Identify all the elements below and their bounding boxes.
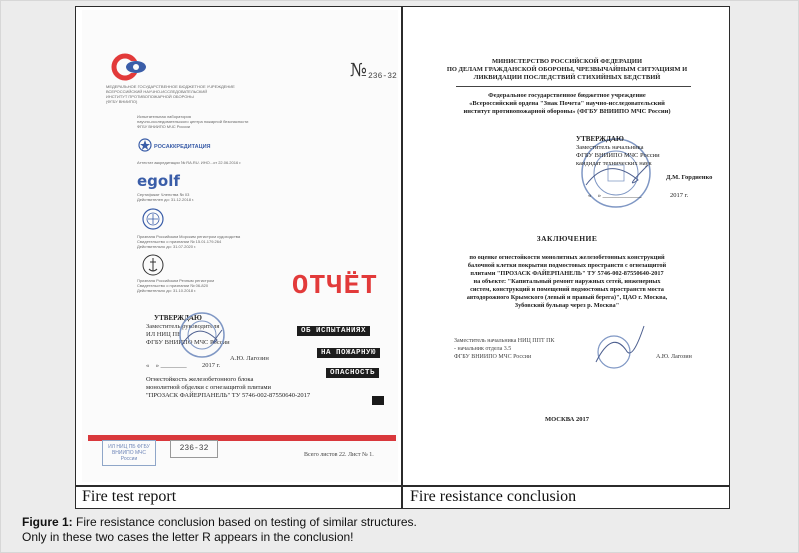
report-title: ОТЧЁТ xyxy=(292,272,379,302)
approve-signer: А.Ю. Лагозин xyxy=(230,355,269,362)
approve-line: кандидат технических наук xyxy=(576,160,652,167)
body-line: систем, конструкций и помещений подмостовых пространств моста xyxy=(470,286,664,293)
approve-title: УТВЕРЖДАЮ xyxy=(576,135,624,143)
org-line: (ФГБУ ВНИИПО) xyxy=(106,99,138,104)
right-cell-caption: Fire resistance conclusion xyxy=(410,488,577,505)
lab-line: ФГБУ ВНИИПО МЧС России xyxy=(137,124,190,129)
conclusion-title: ЗАКЛЮЧЕНИЕ xyxy=(536,234,598,243)
subject-line: монолитной обделки с огнезащитой плитами xyxy=(146,384,272,391)
approve-line: Заместитель начальника xyxy=(576,144,644,151)
body-line: на объекте: "Капитальный ремонт наружных сетей, инженерных xyxy=(473,278,661,285)
egolf-logo-text: egolf xyxy=(137,172,180,190)
cert3-line: Действительно до: 31.10.2018 г. xyxy=(137,288,197,293)
approve-line: Заместитель руководителя xyxy=(146,323,220,330)
egolf-logo xyxy=(137,172,180,190)
accreditation-star-icon xyxy=(138,138,152,152)
footer-stamp-text: ИЛ НИЦ ПБ ФГБУ ВНИИПО МЧС России xyxy=(108,444,150,462)
left-cell-caption: Fire test report xyxy=(82,488,177,505)
signoff-name: А.Ю. Лагозин xyxy=(656,354,692,360)
body-line: по оценке огнестойкости монолитных железобетонных конструкций xyxy=(469,254,665,261)
redaction-mark xyxy=(372,396,384,405)
institute-line: Федеральное государственное бюджетное учреждение xyxy=(488,92,646,99)
body-line: балочной клетки покрытия подмостовых пространств с огнезащитой xyxy=(467,262,667,269)
figure-caption-line2: Only in these two cases the letter R appears in the conclusion! xyxy=(22,530,354,544)
table-column-divider xyxy=(401,6,403,509)
lab-line: Испытательная лаборатория xyxy=(137,114,191,119)
fire-test-report-image: МЕДЕРАЛЬНОЕ ГОСУДАРСТВЕННОЕ БЮДЖЕТНОЕ УЧРЕЖДЕНИЕ ВСЕРОССИЙСКИЙ НАУЧНО-ИССЛЕДОВАТЕЛЬСКИЙ ИНСТИТУТ ПРОТИВОПОЖАРНОЙ ОБОРОНЫ (ФГБУ ВНИИПО) Испытательная лаборатория научно-исследовательского центра пожарной безопасности ФГБУ ВНИИПО МЧС России № 236-32 РОСАККРЕДИТАЦИЯ Аттестат аккредитации № RA.RU. ИНО...от 22.06.2016 г. egolf Сертификат Членства № 03 Действителен до: 31.12.2018 г. Признана Российским Морским регистром судоходства Свидетельство о признании № 15.01.179.264 Действительно до: 31.07.2020 г. Признана Российским Речным регистром Свидетельство о признании № 06-820 Действительно до: 31.10.2018 г. ОТЧЁТ УТВЕРЖДАЮ Заместитель руководителя ИЛ НИЦ ПБ ФГБУ ВНИИПО МЧС России А.Ю. Лагозин « » ________ 2017 г. ОБ ИСПЫТАНИЯХ НА ПОЖАРНУЮ ОПАСНОСТЬ Огнестойкость железобетонного блока монолитной обделки с огнезащитой плитами "ПРОЗАСК ФАЙЕРПАНЕЛЬ" ТУ 5746-002-87550640-2017 ИЛ НИЦ ПБ ФГБУ ВНИИПО МЧС России 236-32 Всего листов 22. Лист № 1. xyxy=(82,10,398,482)
approval-stamp-icon xyxy=(177,310,227,360)
signoff-line: ФГБУ ВНИИПО МЧС России xyxy=(454,354,532,360)
maritime-register-seal-icon xyxy=(142,208,164,230)
institute-line: институт противопожарной обороны» (ФГБУ ВНИИПО МЧС России) xyxy=(463,108,671,115)
cert3-line: Признана Российским Речным регистром xyxy=(137,278,214,283)
figure-caption-label: Figure 1: xyxy=(22,515,73,529)
vniipo-logo-icon xyxy=(110,52,154,82)
org-line: ВСЕРОССИЙСКИЙ НАУЧНО-ИССЛЕДОВАТЕЛЬСКИЙ xyxy=(106,89,208,94)
cert2-line: Действительно до: 31.07.2020 г. xyxy=(137,244,197,249)
figure-caption xyxy=(22,515,782,545)
figure-caption-text: Fire resistance conclusion based on testing of similar structures. xyxy=(76,515,417,529)
subject-line: Огнестойкость железобетонного блока xyxy=(146,376,254,383)
accreditation-text: Аттестат аккредитации № RA.RU. ИНО...от 22.06.2016 г. xyxy=(137,160,242,165)
band-line: НА ПОЖАРНУЮ xyxy=(317,348,380,358)
signoff-line: Заместитель начальника НИЦ ППТ ПК xyxy=(454,338,555,344)
egolf-line: Сертификат Членства № 03 xyxy=(137,192,190,197)
ministry-line: ЛИКВИДАЦИИ ПОСЛЕДСТВИЙ СТИХИЙНЫХ БЕДСТВИЙ xyxy=(473,74,661,81)
approve-line: ИЛ НИЦ ПБ xyxy=(146,331,181,338)
band-line: ОПАСНОСТЬ xyxy=(326,368,379,378)
cert3-line: Свидетельство о признании № 06-820 xyxy=(137,283,209,288)
cert2-line: Признана Российским Морским регистром судоходства xyxy=(137,234,241,239)
document-number: 236-32 xyxy=(368,72,397,81)
approve-year: 2017 г. xyxy=(202,362,221,369)
ministry-line: МИНИСТЕРСТВО РОССИЙСКОЙ ФЕДЕРАЦИИ xyxy=(491,58,643,65)
subject-line: "ПРОЗАСК ФАЙЕРПАНЕЛЬ" ТУ 5746-002-87550640-2017 xyxy=(146,392,311,399)
body-line: автодорожного Крымского (левый и правый берега)", ЦАО г. Москва, xyxy=(466,294,668,301)
table-row-divider xyxy=(75,485,730,487)
ministry-line: ПО ДЕЛАМ ГРАЖДАНСКОЙ ОБОРОНЫ, ЧРЕЗВЫЧАЙНЫМ СИТУАЦИЯМ И xyxy=(446,66,688,73)
approve-signer: Д.М. Гордиенко xyxy=(666,174,713,181)
river-register-seal-icon xyxy=(142,254,164,276)
fire-resistance-conclusion-image: МИНИСТЕРСТВО РОССИЙСКОЙ ФЕДЕРАЦИИ ПО ДЕЛАМ ГРАЖДАНСКОЙ ОБОРОНЫ, ЧРЕЗВЫЧАЙНЫМ СИТУАЦИЯМ И ЛИКВИДАЦИИ ПОСЛЕДСТВИЙ СТИХИЙНЫХ БЕДСТВИЙ Федеральное государственное бюджетное учреждение «Всероссийский ордена "Знак Почета" научно-исследовательский институт противопожарной обороны» (ФГБУ ВНИИПО МЧС России) УТВЕРЖДАЮ Заместитель начальника ФГБУ ВНИИПО МЧС России кандидат технических наук Д.М. Гордиенко « » ____________ 2017 г. ЗАКЛЮЧЕНИЕ по оценке огнестойкости монолитных железобетонных конструкций балочной клетки покрытия подмостовых пространств с огнезащитой плитами "ПРОЗАСК ФАЙЕРПАНЕЛЬ" ТУ 5746-002-87550640-2017 на объекте: "Капитальный ремонт наружных сетей, инженерных систем, конструкций и помещений подмостовых пространств моста автодорожного Крымского (левый и правый берега)", ЦАО г. Москва, Зубовский бульвар через р. Москва" Заместитель начальника НИЦ ППТ ПК - начальник отдела 3.5 ФГБУ ВНИИПО МЧС России А.Ю. Лагозин МОСКВА 2017 xyxy=(408,10,726,482)
org-line: МЕДЕРАЛЬНОЕ ГОСУДАРСТВЕННОЕ БЮДЖЕТНОЕ УЧРЕЖДЕНИЕ xyxy=(106,84,235,89)
signoff-line: - начальник отдела 3.5 xyxy=(454,346,512,352)
footer-sheets: Всего листов 22. Лист № 1. xyxy=(304,452,374,458)
body-line: плитами "ПРОЗАСК ФАЙЕРПАНЕЛЬ" ТУ 5746-002-87550640-2017 xyxy=(470,270,664,277)
body-line: Зубовский бульвар через р. Москва" xyxy=(514,302,620,309)
signoff-stamp-icon xyxy=(592,322,648,372)
institute-line: «Всероссийский ордена "Знак Почета" научно-исследовательский xyxy=(469,100,665,107)
header-rule xyxy=(456,86,691,87)
footer-number: 236-32 xyxy=(170,440,218,458)
lab-line: научно-исследовательского центра пожарной безопасности xyxy=(137,119,249,124)
accreditation-logo-text: РОСАККРЕДИТАЦИЯ xyxy=(154,144,211,150)
egolf-line: Действителен до: 31.12.2018 г. xyxy=(137,197,195,202)
org-line: ИНСТИТУТ ПРОТИВОПОЖАРНОЙ ОБОРОНЫ xyxy=(106,94,194,99)
approve-title: УТВЕРЖДАЮ xyxy=(154,314,202,322)
footer-stamp xyxy=(102,440,156,466)
approve-year: 2017 г. xyxy=(670,192,689,199)
cert2-line: Свидетельство о признании № 15.01.179.264 xyxy=(137,239,222,244)
city-year: МОСКВА 2017 xyxy=(545,416,589,423)
document-number-symbol: № xyxy=(350,60,368,81)
approve-line: ФГБУ ВНИИПО МЧС России xyxy=(146,339,230,346)
approve-line: ФГБУ ВНИИПО МЧС России xyxy=(576,152,660,159)
band-line: ОБ ИСПЫТАНИЯХ xyxy=(297,326,370,336)
